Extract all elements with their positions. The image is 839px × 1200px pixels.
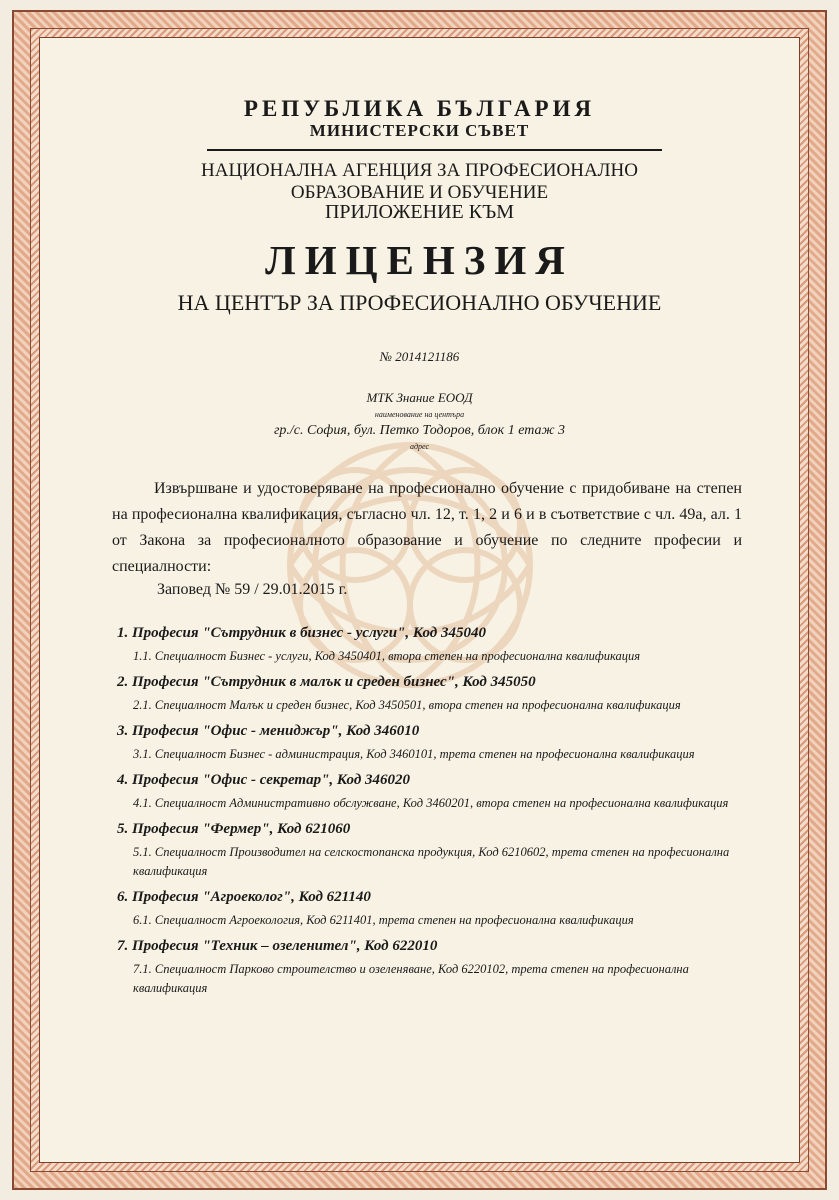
address-caption: адрес xyxy=(409,442,430,451)
profession-title: 2. Професия "Сътрудник в малък и среден бизнес", Код 345050 xyxy=(117,674,536,690)
appendix-label: ПРИЛОЖЕНИЕ КЪМ xyxy=(324,201,514,223)
list-item xyxy=(117,887,757,930)
list-item xyxy=(117,819,757,881)
specialty-text: 2.1. Специалност Малък и среден бизнес, Код 3450501, втора степен на професионална квалификация xyxy=(133,698,681,712)
header-divider xyxy=(207,149,662,151)
license-number: № 2014121186 xyxy=(379,349,460,364)
profession-title: 3. Професия "Офис - мениджър", Код 346010 xyxy=(117,723,420,739)
specialty-text: 5.1. Специалност Производител на селскостопанска продукция, Код 6210602, трета степен на професионална квалификация xyxy=(133,845,730,878)
list-item xyxy=(117,770,757,813)
agency-name-line2: ОБРАЗОВАНИЕ И ОБУЧЕНИЕ xyxy=(290,182,549,203)
document-title: ЛИЦЕНЗИЯ xyxy=(265,237,574,283)
organization-address: гр./с. София, бул. Петко Тодоров, блок 1 етаж 3 xyxy=(273,423,566,438)
organization-name-caption: наименование на центъра xyxy=(374,410,465,419)
document-subtitle: НА ЦЕНТЪР ЗА ПРОФЕСИОНАЛНО ОБУЧЕНИЕ xyxy=(177,290,662,315)
list-item xyxy=(117,936,757,998)
specialty-text: 6.1. Специалност Агроекология, Код 6211401, трета степен на професионална квалификация xyxy=(133,913,634,927)
specialty-text: 1.1. Специалност Бизнес - услуги, Код 3450401, втора степен на професионална квалификация xyxy=(133,649,641,663)
profession-title: 1. Професия "Сътрудник в бизнес - услуги", Код 345040 xyxy=(117,625,486,641)
specialty-text: 7.1. Специалност Парково строителство и озеленяване, Код 6220102, трета степен на професионална квалификация xyxy=(133,962,689,995)
order-reference: Заповед № 59 / 29.01.2015 г. xyxy=(157,581,348,598)
profession-title: 5. Професия "Фермер", Код 621060 xyxy=(117,821,351,837)
list-item xyxy=(117,672,757,715)
list-item xyxy=(117,623,757,666)
specialty-text: 3.1. Специалност Бизнес - администрация, Код 3460101, трета степен на професионална квалификация xyxy=(133,747,695,761)
list-item xyxy=(117,721,757,764)
profession-title: 6. Професия "Агроеколог", Код 621140 xyxy=(117,889,371,905)
professions-list xyxy=(117,623,757,1004)
license-scope-paragraph xyxy=(112,476,742,580)
license-scope-text: Извършване и удостоверяване на професионално обучение с придобиване на степен на професионална квалификация, съгласно чл. 12, т. 1, 2 и 6 и в съответствие с чл. 49а, ал. 1 от Закона за професионалното образование и обучение по следните професии и специалности: xyxy=(112,480,742,575)
council-heading: МИНИСТЕРСКИ СЪВЕТ xyxy=(309,121,530,140)
organization-name: МТК Знание ЕООД xyxy=(366,390,473,405)
profession-title: 4. Професия "Офис - секретар", Код 346020 xyxy=(117,772,411,788)
specialty-text: 4.1. Специалност Административно обслужване, Код 3460201, втора степен на професионална квалификация xyxy=(133,796,729,810)
agency-name-line1: НАЦИОНАЛНА АГЕНЦИЯ ЗА ПРОФЕСИОНАЛНО xyxy=(201,160,638,181)
profession-title: 7. Професия "Техник – озеленител", Код 622010 xyxy=(117,938,438,954)
republic-heading: РЕПУБЛИКА БЪЛГАРИЯ xyxy=(243,96,596,121)
